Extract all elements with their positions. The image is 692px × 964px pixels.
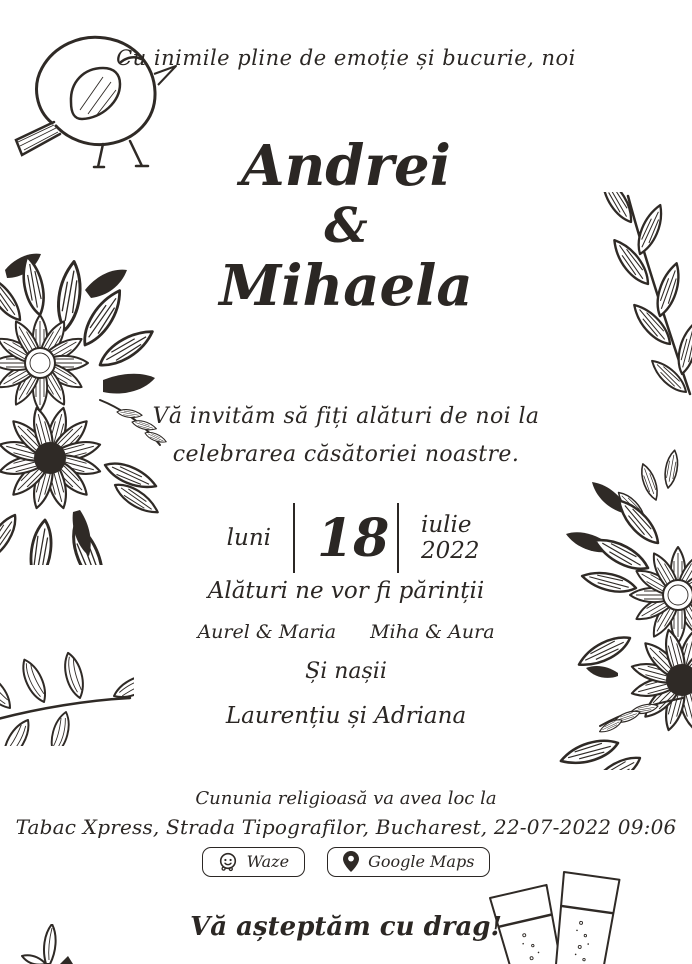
parents-couple-right: Miha & Aura	[370, 621, 495, 643]
parents-couples	[0, 621, 692, 643]
map-buttons-row	[0, 847, 692, 877]
month-year-label: iulie 2022	[421, 512, 480, 564]
date-divider-left	[293, 503, 295, 573]
parents-couple-left: Aurel & Maria	[197, 621, 337, 643]
weekday-label: luni	[226, 525, 271, 551]
bride-name: Mihaela	[219, 253, 473, 319]
google-maps-button-label: Google Maps	[368, 852, 475, 871]
google-maps-button[interactable]	[327, 847, 490, 877]
venue-intro: Cununia religioasă va avea loc la	[195, 788, 497, 809]
date-row	[0, 503, 692, 573]
closing-line: Vă așteptăm cu drag!	[190, 912, 502, 942]
intro-line: Cu inimile pline de emoție și bucurie, noi	[116, 46, 576, 70]
groom-name: Andrei	[241, 133, 451, 199]
parents-heading: Alături ne vor fi părinții	[207, 578, 485, 604]
invite-line-1: Vă invităm să fiți alături de noi la	[152, 404, 540, 429]
couple-names	[0, 134, 692, 318]
map-pin-icon	[343, 851, 359, 872]
waze-button[interactable]	[202, 847, 306, 877]
date-divider-right	[397, 503, 399, 573]
invite-line-2: celebrarea căsătoriei noastre.	[172, 442, 520, 467]
day-number: 18	[317, 507, 390, 569]
venue-details: Tabac Xpress, Strada Tipografilor, Bucharest, 22-07-2022 09:06	[15, 815, 677, 839]
godparents-heading: Și nașii	[305, 659, 387, 684]
waze-button-label: Waze	[246, 852, 290, 871]
godparents-names: Laurențiu și Adriana	[225, 703, 467, 729]
ampersand: &	[324, 198, 368, 254]
waze-smile-icon	[218, 852, 238, 872]
